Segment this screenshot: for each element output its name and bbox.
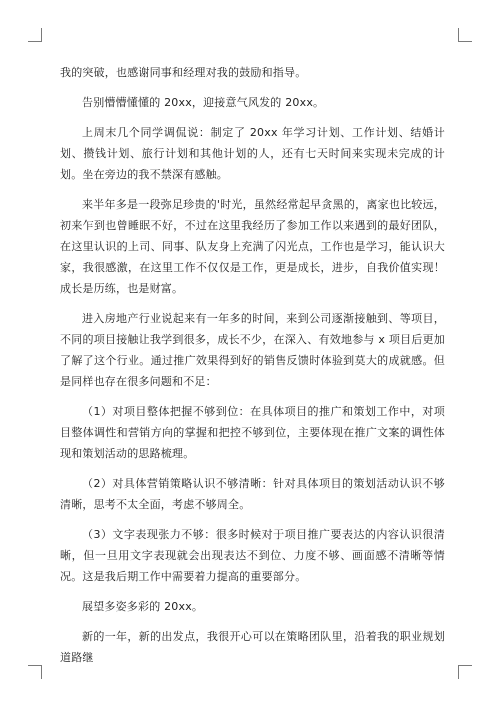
paragraph-2: 告别懵懵懂懂的 20xx，迎接意气风发的 20xx。: [82, 96, 325, 109]
paragraph-7: （2）对具体营销策略认识不够清晰：针对具体项目的策划活动认识不够清晰，思考不太全面，考虑不够周全。: [60, 477, 445, 511]
paragraph-1: 我的突破，也感谢同事和经理对我的鼓励和指导。: [60, 66, 307, 79]
paragraph-3: 上周末几个同学调侃说：制定了 20xx 年学习计划、工作计划、结婚计划、攒钱计划、旅行计划和其他计划的人，还有七天时间来实现未完成的计划。坐在旁边的我不禁深有感触。: [60, 126, 445, 181]
paragraph-5: 进入房地产行业说起来有一年多的时间，来到公司逐渐接触到、等项目，不同的项目接触让我学到很多，成长不少，在深入、有效地参与 x 项目后更加了解了这个行业。通过推广效果得到好的销售反馈时体验到莫大的成就感。但是同样也存在很多问题和不足：: [60, 312, 445, 388]
crop-mark-top-right: [458, 28, 472, 42]
paragraph-10: 新的一年，新的出发点，我很开心可以在策略团队里，沿着我的职业规划道路继: [60, 630, 445, 664]
paragraph-6: （1）对项目整体把握不够到位：在具体项目的推广和策划工作中，对项目整体调性和营销方向的掌握和把控不够到位，主要体现在推广文案的调性体现和策划活动的思路梳理。: [60, 405, 445, 460]
crop-mark-top-left: [28, 28, 42, 42]
document-body: [60, 62, 445, 677]
crop-mark-bottom-left: [28, 665, 42, 679]
paragraph-8: （3）文字表现张力不够：很多时候对于项目推广要表达的内容认识很清晰，但一旦用文字表现就会出现表达不到位、力度不够、画面感不清晰等情况。这是我后期工作中需要着力提高的重要部分。: [60, 528, 445, 583]
paragraph-9: 展望多姿多彩的 20xx。: [82, 600, 204, 613]
paragraph-4: 来半年多是一段弥足珍贵的'时光，虽然经常起早贪黑的，离家也比较远，初来乍到也曾睡眠不好，不过在这里我经历了参加工作以来遇到的最好团队，在这里认识的上司、同事、队友身上充满了闪光点，工作也是学习，能认识大家，我很感激，在这里工作不仅仅是工作，更是成长，进步，自我价值实现！成长是历练，也是财富。: [60, 198, 445, 295]
crop-mark-bottom-right: [458, 665, 472, 679]
